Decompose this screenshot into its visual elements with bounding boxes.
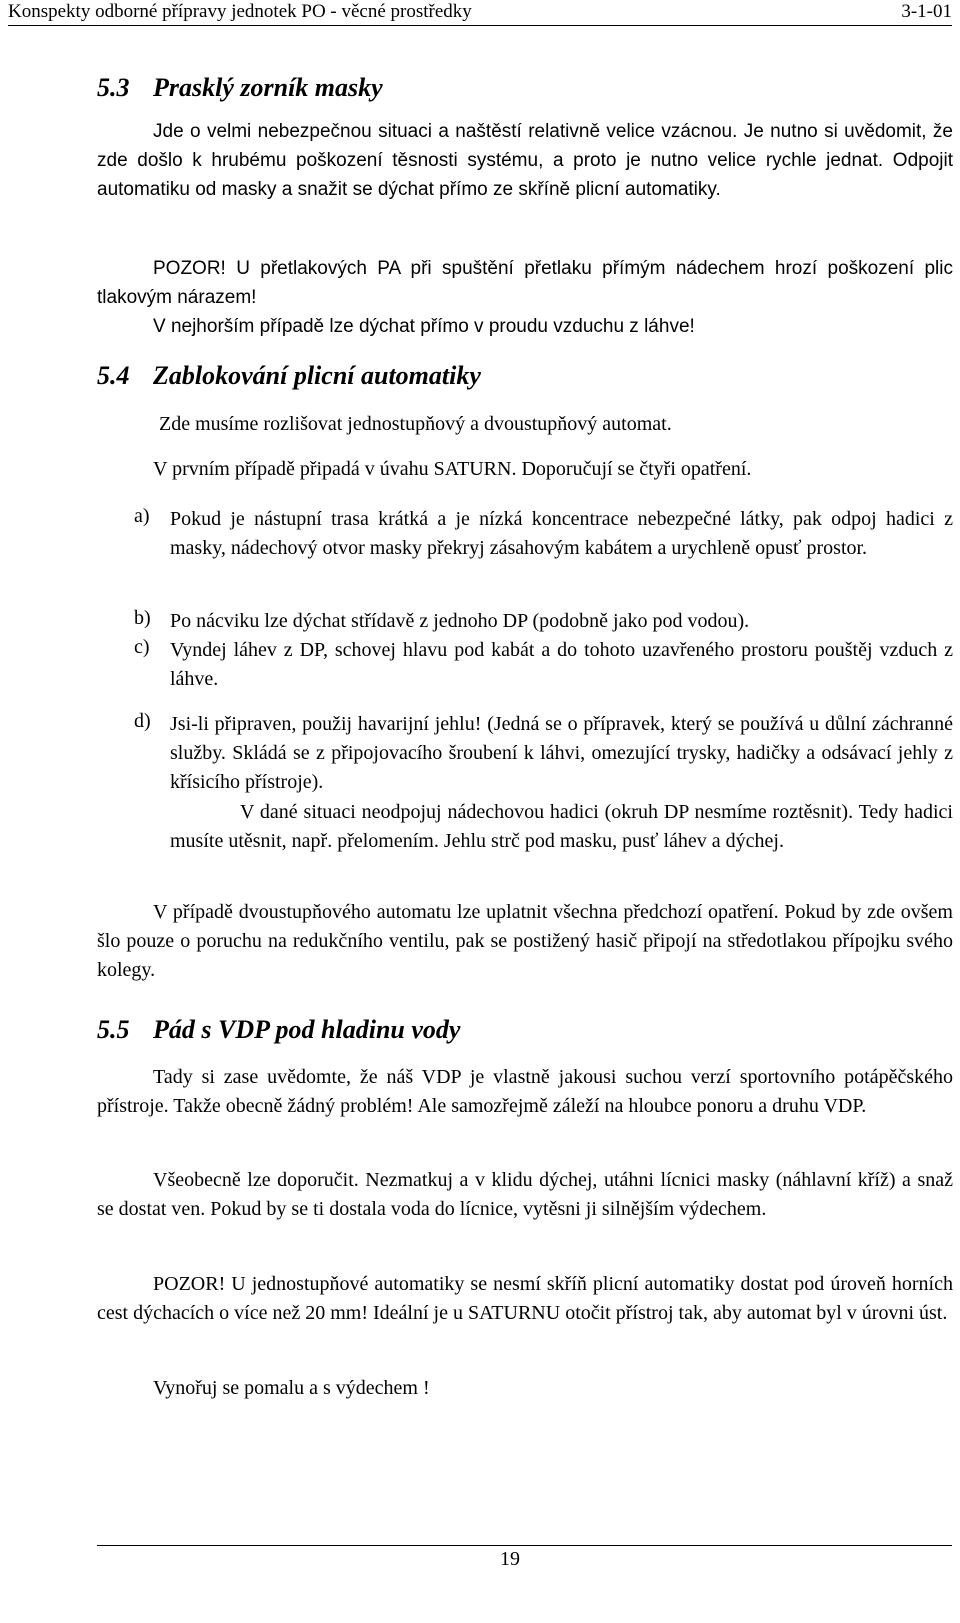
section-number: 5.5 [97,1015,130,1044]
paragraph-text: Všeobecně lze doporučit. Nezmatkuj a v klidu dýchej, utáhni lícnici masky (náhlavní kříž) a snaž se dostat ven. Pokud by se ti dostala voda do lícnice, vytěsni ji silnějším výdechem. [97,1169,953,1221]
footer-rule [97,1545,952,1546]
list-marker: a) [134,505,150,527]
list-marker: b) [134,607,151,629]
paragraph-text: Vynořuj se pomalu a s výdechem ! [153,1377,430,1399]
paragraph-text: V prvním případě připadá v úvahu SATURN. Doporučují se čtyři opatření. [153,458,752,480]
paragraph-text: V nejhorším případě lze dýchat přímo v proudu vzduchu z láhve! [153,316,695,337]
paragraph [97,1374,953,1403]
paragraph-text: Tady si zase uvědomte, že náš VDP je vlastně jakousi suchou verzí sportovního potápěčského přístroje. Takže obecně žádný problém! Ale samozřejmě záleží na hloubce ponoru a druhu VDP. [97,1066,953,1118]
list-item-a [134,505,953,563]
header-rule [8,25,952,26]
paragraph [97,312,953,341]
running-header [8,0,952,24]
section-heading-5-5 [97,1014,460,1046]
paragraph-text: Zde musíme rozlišovat jednostupňový a dvoustupňový automat. [159,413,672,435]
list-item-text: Pokud je nástupní trasa krátká a je nízká koncentrace nebezpečné látky, pak odpoj hadici z masky, nádechový otvor masky překryj zásahovým kabátem a urychleně opusť prostor. [170,508,953,560]
list-item-d [134,710,953,856]
paragraph [97,898,953,986]
paragraph [97,455,953,484]
list-marker: c) [134,636,150,658]
section-number: 5.3 [97,73,130,102]
paragraph [97,117,953,205]
header-code: 3-1-01 [901,1,952,22]
paragraph [97,1166,953,1224]
list-marker: d) [134,710,151,732]
page-number: 19 [500,1548,520,1570]
paragraph-text: Jde o velmi nebezpečnou situaci a naštěstí relativně velice vzácnou. Je nutno si uvědomit, že zde došlo k hrubému poškození těsnosti systému, a proto je nutno velice rychle jednat. Odpojit automatiku od masky a snažit se dýchat přímo ze skříně plicní automatiky. [97,121,953,201]
section-heading-5-4 [97,360,481,392]
list-item-c [134,636,953,694]
paragraph-text: V případě dvoustupňového automatu lze uplatnit všechna předchozí opatření. Pokud by zde ovšem šlo pouze o poruchu na redukčního ventilu, pak se postižený hasič připojí na středotlakou přípojku svého kolegy. [97,901,953,982]
section-number: 5.4 [97,361,130,390]
paragraph [97,1063,953,1121]
paragraph [97,410,953,439]
list-item-b [134,607,953,636]
paragraph-text: POZOR! U přetlakových PA při spuštění přetlaku přímým nádechem hrozí poškození plic tlakovým nárazem! [97,258,953,309]
section-title: Prasklý zorník masky [153,73,383,102]
header-title: Konspekty odborné přípravy jednotek PO - věcné prostředky [8,1,472,22]
section-heading-5-3 [97,72,383,104]
list-item-text: Po nácviku lze dýchat střídavě z jednoho DP (podobně jako pod vodou). [170,610,750,632]
section-title: Zablokování plicní automatiky [153,361,481,390]
warning-paragraph [97,1270,953,1328]
warning-paragraph [97,254,953,312]
section-title: Pád s VDP pod hladinu vody [153,1015,461,1044]
paragraph-text: POZOR! U jednostupňové automatiky se nesmí skříň plicní automatiky dostat pod úroveň horních cest dýchacích o více než 20 mm! Ideální je u SATURNU otočit přístroj tak, aby automat byl v úrovni úst. [97,1273,953,1325]
list-item-text: Vyndej láhev z DP, schovej hlavu pod kabát a do tohoto uzavřeného prostoru pouštěj vzduch z láhve. [170,639,953,691]
list-item-continuation: V dané situaci neodpojuj nádechovou hadici (okruh DP nesmíme roztěsnit). Tedy hadici musíte utěsnit, např. přelomením. Jehlu strč pod masku, pusť láhev a dýchej. [170,800,953,852]
list-item-text: Jsi-li připraven, použij havarijní jehlu! (Jedná se o přípravek, který se používá u důlní záchranné služby. Skládá se z připojovacího šroubení k láhvi, omezující trysky, hadičky a odsávací jehly z křísicího přístroje). [170,713,953,794]
